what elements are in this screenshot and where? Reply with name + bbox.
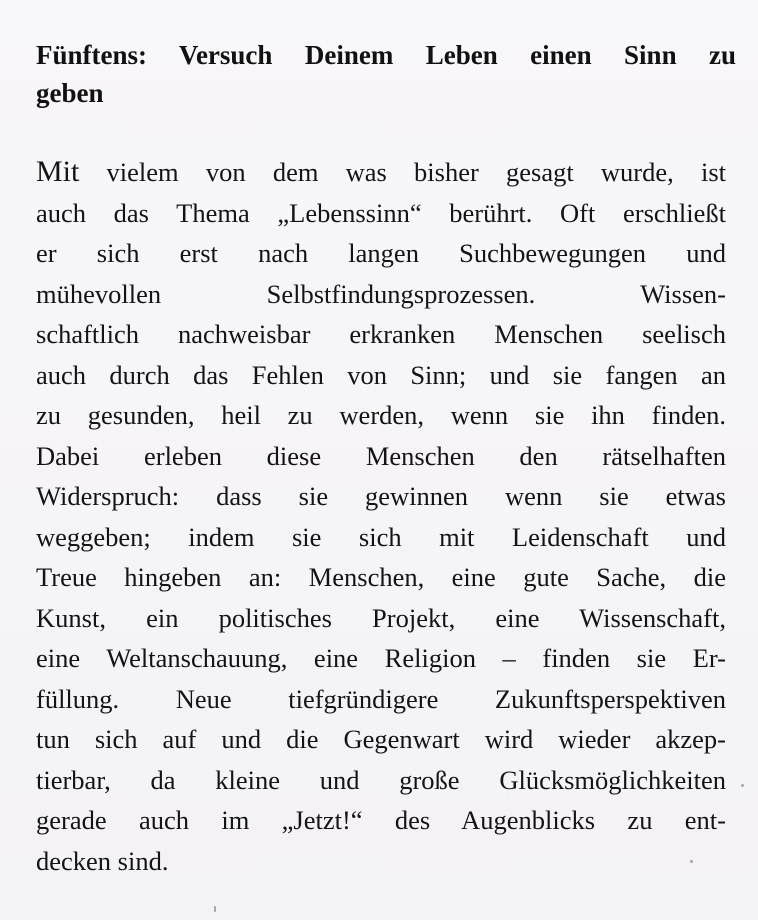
paragraph-line: decken sind.: [36, 845, 169, 876]
paragraph-line: zu gesunden, heil zu werden, wenn sie ihn finden.: [36, 400, 726, 430]
paragraph-line: auch das Thema „Lebenssinn“ berührt. Oft erschließt: [36, 197, 726, 228]
heading-line: geben: [36, 78, 104, 108]
paragraph-line: tierbar, da kleine und große Glücksmöglichkeiten: [36, 764, 726, 795]
paragraph-line: gerade auch im „Jetzt!“ des Augenblicks zu ent-: [36, 805, 726, 835]
paragraph-line: auch durch das Fehlen von Sinn; und sie fangen an: [36, 359, 726, 390]
paragraph-line: er sich erst nach langen Suchbewegungen und: [36, 238, 726, 268]
print-speck: [741, 784, 744, 787]
paragraph-line: Widerspruch: dass sie gewinnen wenn sie etwas: [36, 481, 726, 511]
paragraph-line: füllung. Neue tiefgründigere Zukunftsperspektiven: [36, 683, 726, 714]
paragraph-line: Treue hingeben an: Menschen, eine gute Sache, die: [36, 562, 726, 592]
paragraph-line: Dabei erleben diese Menschen den rätselhaften: [36, 440, 726, 471]
paragraph-line: weggeben; indem sie sich mit Leidenschaft und: [36, 521, 726, 552]
paragraph-line: eine Weltanschauung, eine Religion – finden sie Er-: [36, 643, 726, 673]
body-paragraph: [36, 152, 726, 881]
paragraph-line: mühevollen Selbstfindungsprozessen. Wissen-: [36, 278, 726, 309]
paragraph-line: Mit vielem von dem was bisher gesagt wurde, ist: [36, 155, 726, 188]
print-speck: [214, 906, 216, 912]
paragraph-line: Kunst, ein politisches Projekt, eine Wissenschaft,: [36, 602, 726, 633]
section-heading: [36, 36, 736, 112]
heading-line: Fünftens: Versuch Deinem Leben einen Sinn zu: [36, 40, 736, 70]
paragraph-line: tun sich auf und die Gegenwart wird wieder akzep-: [36, 724, 726, 754]
print-speck: [690, 860, 693, 863]
paragraph-line: schaftlich nachweisbar erkranken Menschen seelisch: [36, 319, 726, 349]
